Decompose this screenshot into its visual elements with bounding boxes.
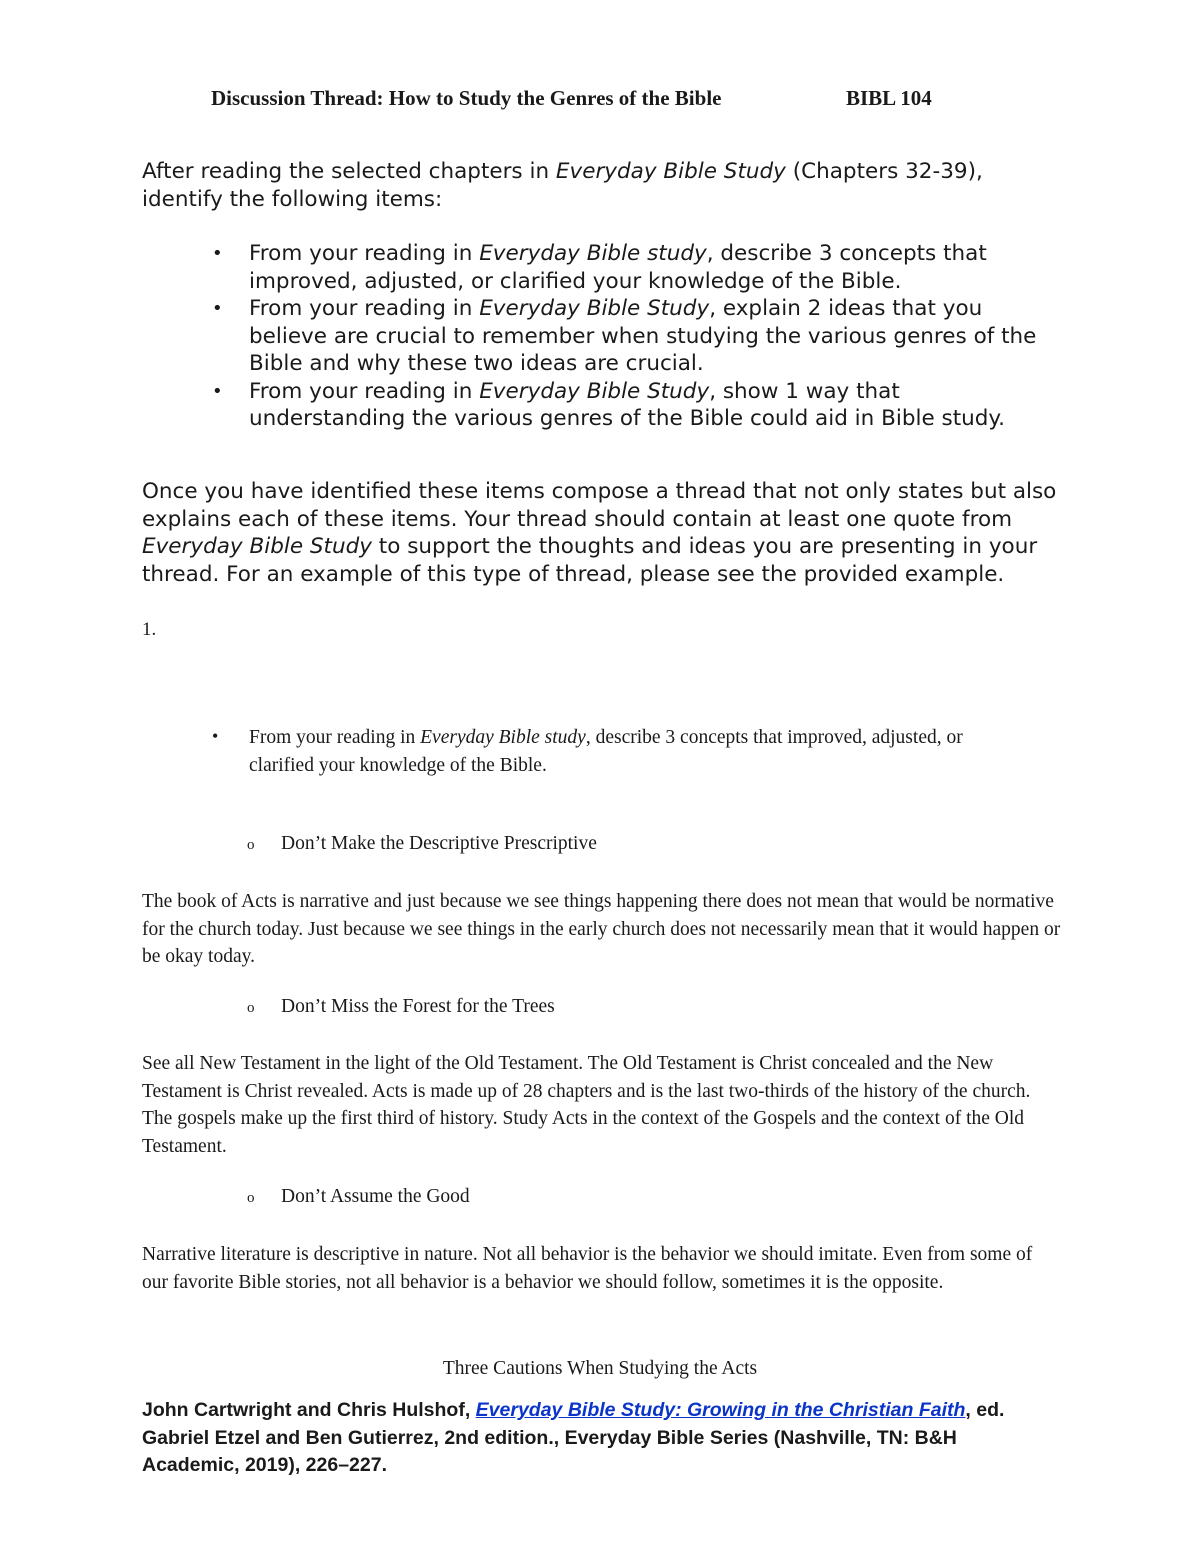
instructions-paragraph (142, 478, 1062, 588)
prompt-book-title: Everyday Bible study (479, 241, 707, 266)
point-heading (247, 833, 597, 855)
citation-book-link[interactable]: Everyday Bible Study: Growing in the Christian Faith (475, 1399, 966, 1421)
answer-prompt-book-title: Everyday Bible study (420, 727, 586, 748)
point-heading-text: Don’t Assume the Good (281, 1186, 470, 1207)
prompt-item (0, 240, 1059, 295)
source-title: Three Cautions When Studying the Acts (442, 1358, 758, 1379)
instructions-book-title: Everyday Bible Study (142, 534, 372, 559)
intro-book-title: Everyday Bible Study (555, 159, 786, 184)
point-heading (247, 1186, 470, 1208)
instructions-text-end: to support the thoughts and ideas you are presenting in your thread. For an example of this type of thread, please see the provided example. (142, 534, 1038, 587)
point-body: See all New Testament in the light of the Old Testament. The Old Testament is Christ concealed and the New Testament is Christ revealed. Acts is made up of 28 chapters and is the last two-thirds of the history of the church. The gospels make up the first third of history. Study Acts in the context of the Gospels and the context of the Old Testament. (142, 1053, 1031, 1157)
prompt-book-title: Everyday Bible Study (479, 296, 710, 321)
prompt-book-title: Everyday Bible Study (479, 378, 710, 404)
prompt-list (0, 240, 1200, 433)
prompt-text-end: , explain 2 ideas that you believe are crucial to remember when studying the various genres of the Bible and why these two ideas are crucial. (249, 296, 1037, 376)
document-header (211, 86, 932, 111)
intro-text-end: (Chapters 32-39), identify the following items: (142, 159, 983, 212)
bullet-icon: • (212, 298, 223, 319)
answer-prompt-end: , describe 3 concepts that improved, adjusted, or clarified your knowledge of the Bible. (249, 727, 963, 776)
point-heading-text: Don’t Make the Descriptive Prescriptive (281, 833, 597, 854)
header-title: Discussion Thread: How to Study the Genres of the Bible (211, 86, 722, 110)
bullet-icon: • (212, 243, 223, 264)
header-course-code: BIBL 104 (846, 86, 932, 110)
prompt-text-end: , describe 3 concepts that improved, adjusted, or clarified your knowledge of the Bible. (249, 241, 987, 294)
sub-bullet-icon: o (247, 1000, 255, 1016)
sub-bullet-icon: o (247, 1190, 255, 1206)
point-body: Narrative literature is descriptive in nature. Not all behavior is the behavior we should imitate. Even from some of our favorite Bible stories, not all behavior is a behavior we should follow, sometimes it is the opposite. (142, 1244, 1033, 1293)
sub-bullet-icon: o (247, 837, 255, 853)
intro-paragraph (142, 158, 1042, 213)
prompt-text: From your reading in (249, 296, 480, 321)
answer-prompt-lead: From your reading in (249, 727, 421, 748)
intro-text: After reading the selected chapters in (142, 159, 556, 184)
prompt-text-end: , show 1 way that understanding the various genres of the Bible could aid in Bible study. (249, 378, 1005, 431)
bullet-icon: • (212, 380, 223, 402)
citation-authors: John Cartwright and Chris Hulshof, (142, 1399, 476, 1421)
answer-prompt-text (249, 724, 1009, 780)
prompt-item (0, 378, 1059, 433)
citation-details: , ed. Gabriel Etzel and Ben Gutierrez, 2nd edition., Everyday Bible Series (Nashville, TN: B&H Academic, 2019), 226–227. (142, 1399, 1005, 1476)
point-heading (247, 996, 555, 1018)
point-heading-text: Don’t Miss the Forest for the Trees (281, 996, 555, 1017)
answer-number: 1. (142, 619, 157, 640)
instructions-text: Once you have identified these items compose a thread that not only states but also explains each of these items. Your thread should contain at least one quote from (142, 479, 1057, 532)
prompt-text: From your reading in (249, 241, 480, 266)
citation (142, 1397, 1042, 1480)
prompt-text: From your reading in (249, 378, 480, 404)
bullet-icon: • (212, 726, 219, 746)
prompt-item (0, 295, 1059, 378)
point-body: The book of Acts is narrative and just because we see things happening there does not mean that would be normative for the church today. Just because we see things in the early church does not necessarily mean that it would happen or be okay today. (142, 891, 1061, 967)
